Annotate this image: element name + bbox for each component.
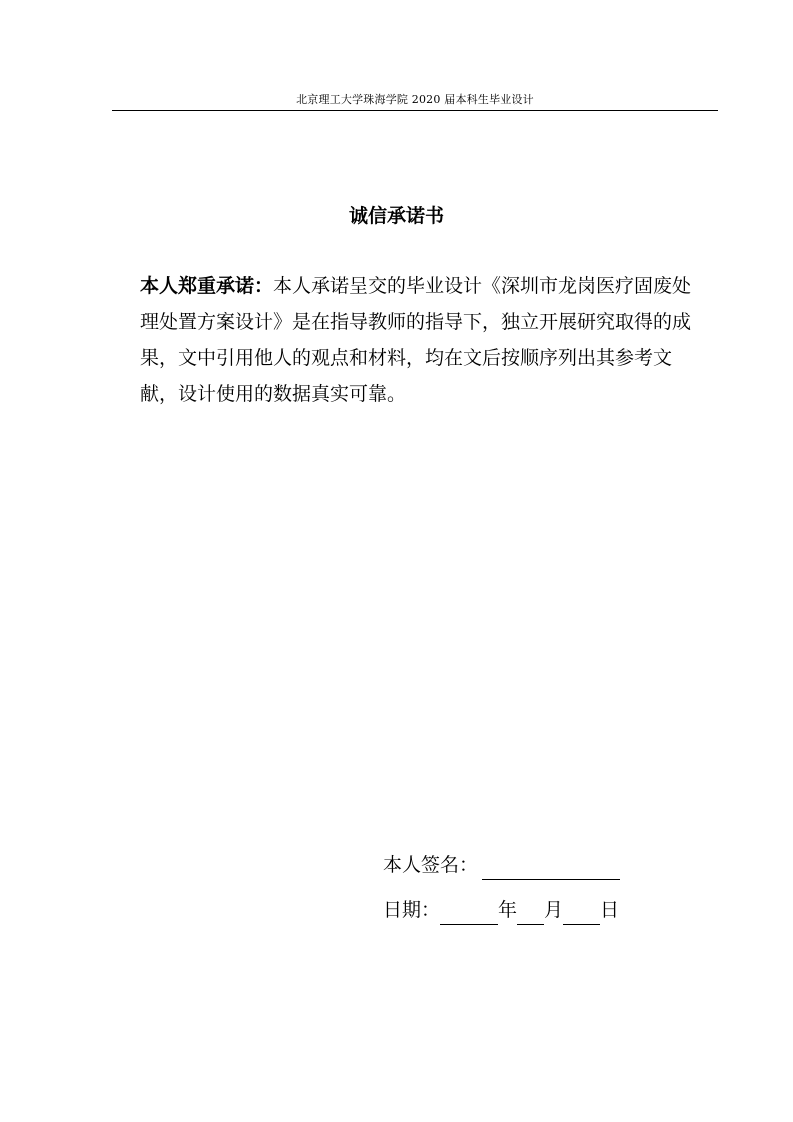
year-field[interactable] [440, 902, 498, 925]
date-label: 日期： [383, 899, 441, 921]
year-label: 年 [498, 899, 518, 921]
pledge-lead: 本人郑重承诺： [140, 275, 274, 297]
page-header [112, 92, 718, 111]
month-label: 月 [544, 899, 564, 921]
day-label: 日 [600, 899, 620, 921]
date-row [383, 895, 619, 925]
pledge-text: 本人承诺呈交的毕业设计《深圳市龙岗医疗固废处理处置方案设计》是在指导教师的指导下，独立开展研究取得的成果，文中引用他人的观点和材料，均在文后按顺序列出其参考文献，设计使用的数据真实可靠。 [140, 275, 692, 405]
day-field[interactable] [563, 902, 600, 925]
document-title: 诚信承诺书 [348, 205, 444, 227]
month-field[interactable] [517, 902, 544, 925]
header-text: 北京理工大学珠海学院 2020 届本科生毕业设计 [296, 93, 534, 106]
signature-row [383, 850, 620, 880]
signature-field[interactable] [482, 857, 620, 880]
pledge-paragraph [140, 268, 700, 412]
signature-label: 本人签名： [383, 854, 479, 876]
